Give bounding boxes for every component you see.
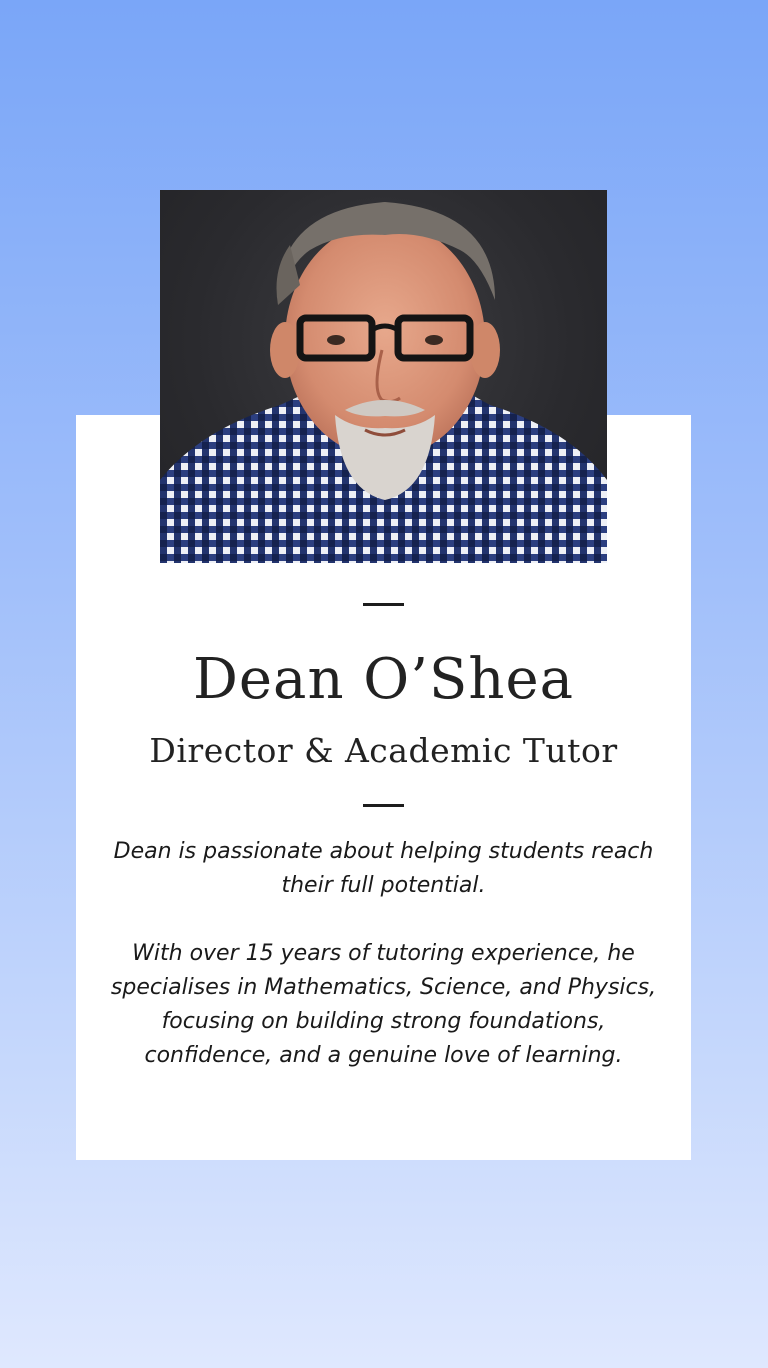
profile-name: Dean O’Shea [193, 647, 574, 712]
portrait-photo [160, 190, 607, 563]
portrait-illustration [160, 190, 607, 563]
divider-bottom [363, 804, 404, 807]
divider-top [363, 603, 404, 606]
profile-role: Director & Academic Tutor [149, 731, 618, 770]
bio-detail: With over 15 years of tutoring experience, he specialises in Mathematics, Science, and Physics, focusing on building strong foundations, confidence, and a genuine love of learning. [110, 941, 657, 1068]
bio-intro: Dean is passionate about helping students reach their full potential. [113, 839, 654, 898]
